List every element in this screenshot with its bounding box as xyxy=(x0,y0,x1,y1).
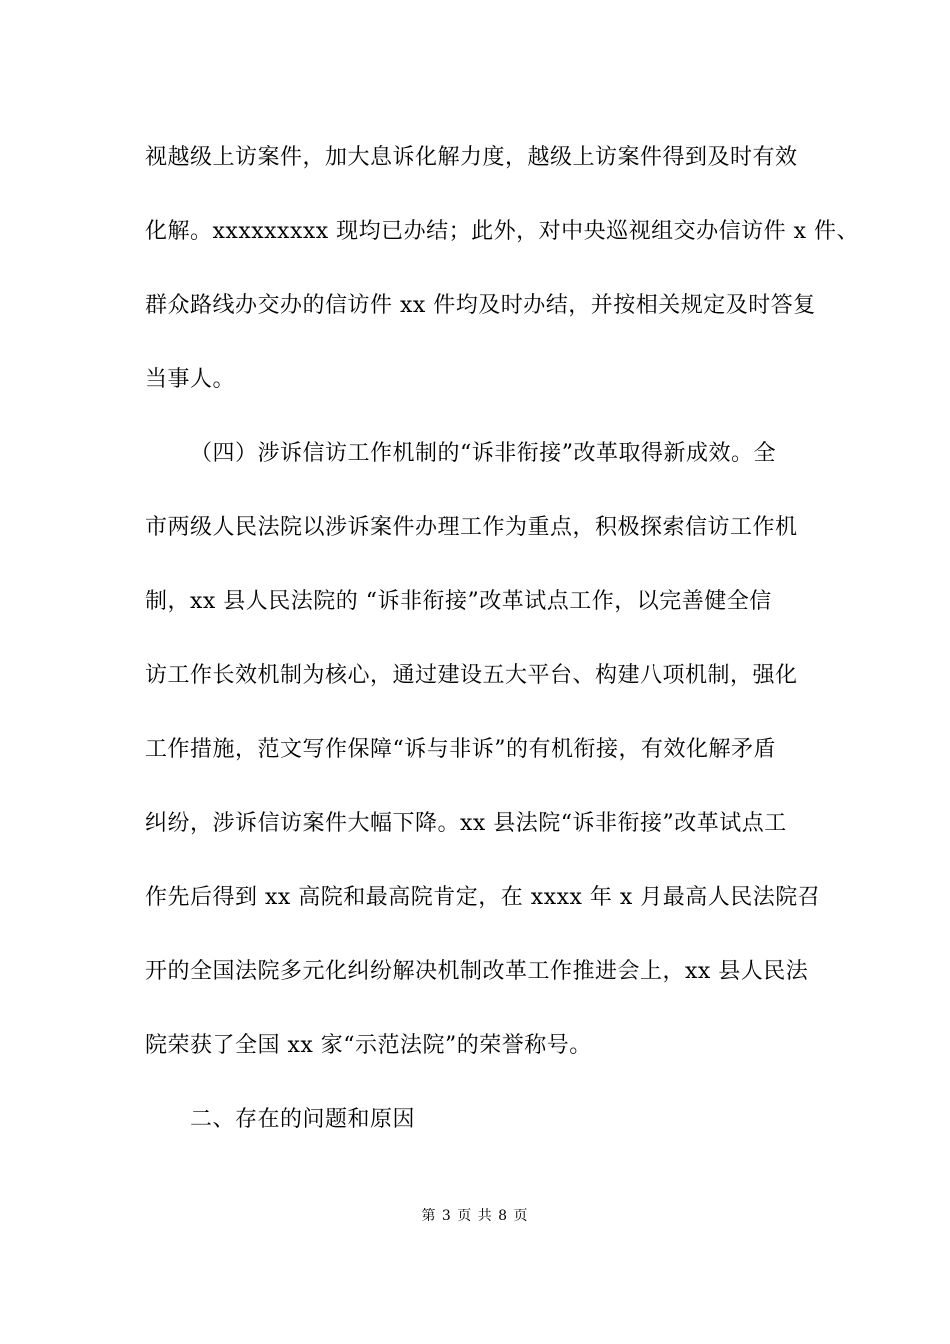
paragraph-line-10: 纠纷，涉诉信访案件大幅下降。xx 县法院“诉非衔接”改革试点工 xyxy=(145,811,787,836)
paragraph-line-1: 视越级上访案件，加大息诉化解力度，越级上访案件得到及时有效 xyxy=(145,145,798,170)
paragraph-line-6: 市两级人民法院以涉诉案件办理工作为重点，积极探索信访工作机 xyxy=(145,515,798,540)
paragraph-line-11: 作先后得到 xx 高院和最高院肯定，在 xxxx 年 x 月最高人民法院召 xyxy=(145,885,821,910)
section-title-problems: 二、存在的问题和原因 xyxy=(190,1107,416,1132)
paragraph-line-9: 工作措施，范文写作保障“诉与非诉”的有机衔接，有效化解矛盾 xyxy=(145,737,776,762)
paragraph-line-7: 制，xx 县人民法院的 “诉非衔接”改革试点工作，以完善健全信 xyxy=(145,589,772,614)
paragraph-line-13: 院荣获了全国 xx 家“示范法院”的荣誉称号。 xyxy=(145,1033,592,1058)
paragraph-line-3: 群众路线办交办的信访件 xx 件均及时办结，并按相关规定及时答复 xyxy=(145,293,816,318)
paragraph-line-8: 访工作长效机制为核心，通过建设五大平台、构建八项机制，强化 xyxy=(145,663,798,688)
paragraph-line-4: 当事人。 xyxy=(145,367,236,392)
section-heading-line: （四）涉诉信访工作机制的“诉非衔接”改革取得新成效。全 xyxy=(190,441,776,466)
page-number-footer: 第 3 页 共 8 页 xyxy=(421,1208,529,1224)
paragraph-line-12: 开的全国法院多元化纠纷解决机制改革工作推进会上，xx 县人民法 xyxy=(145,959,809,984)
paragraph-line-2: 化解。xxxxxxxxx 现均已办结；此外，对中央巡视组交办信访件 x 件、 xyxy=(145,219,860,244)
